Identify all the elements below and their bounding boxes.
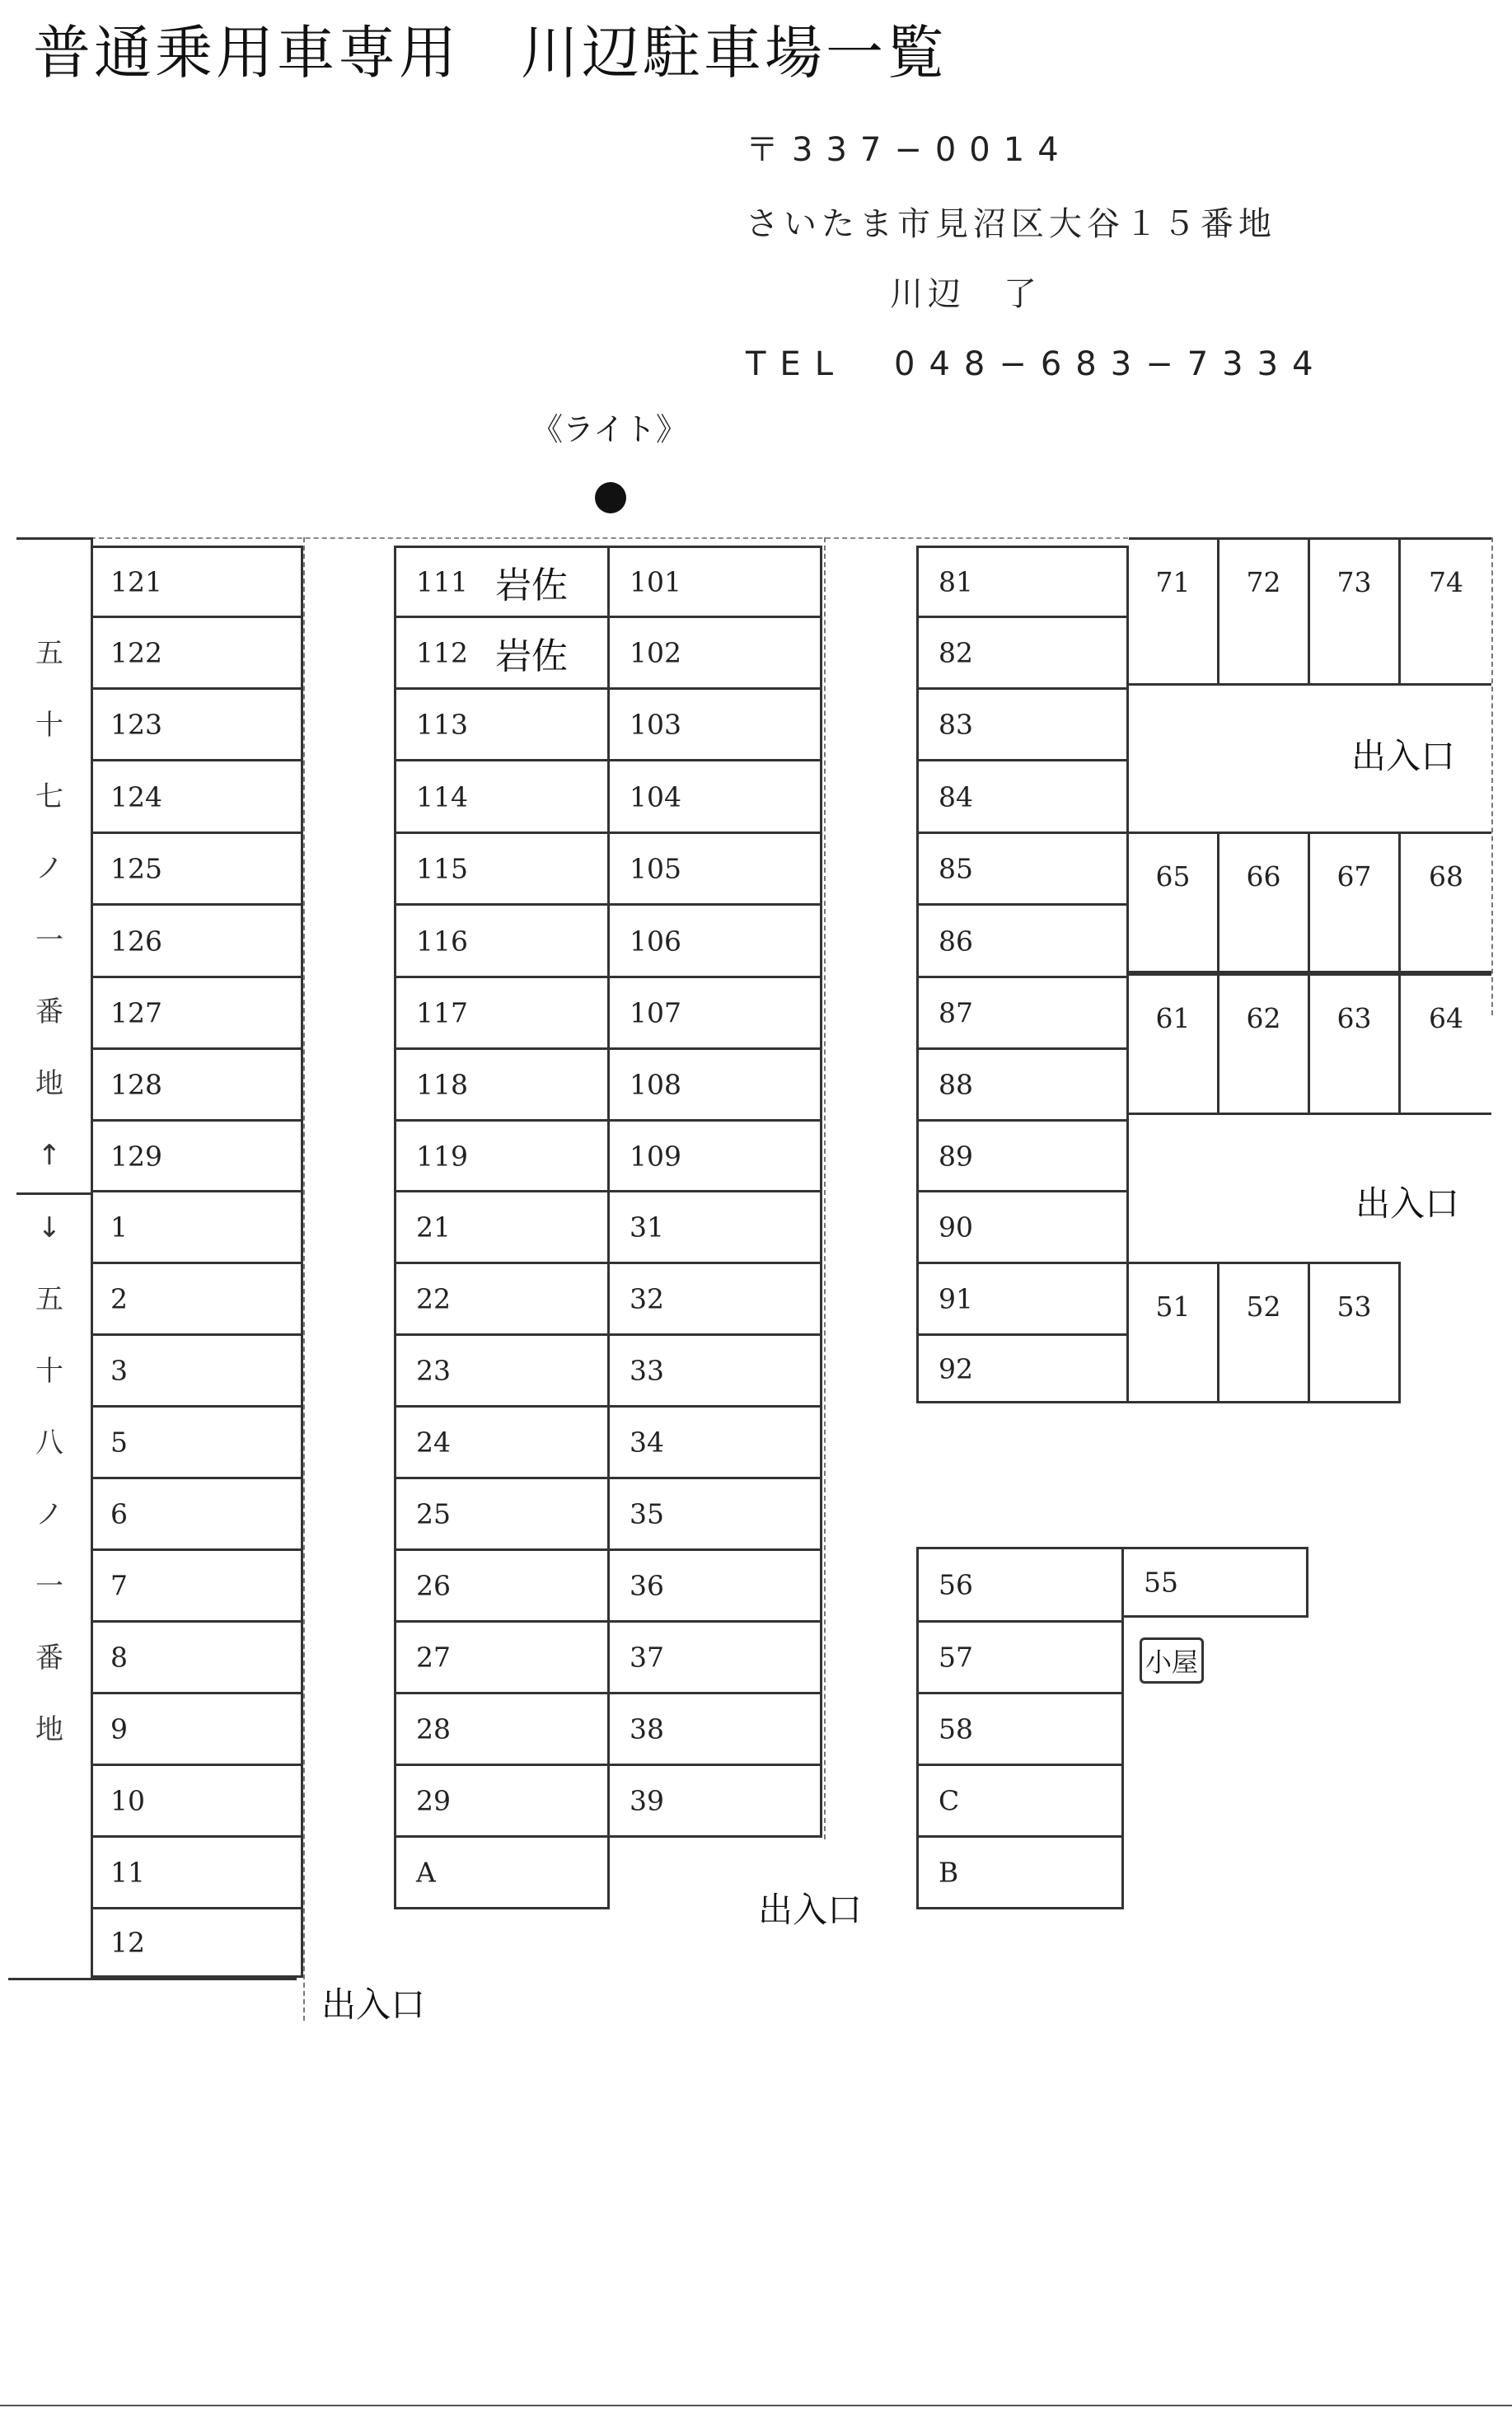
parking-space	[916, 1122, 1129, 1192]
space-number: 86	[939, 925, 973, 957]
space-number: 122	[110, 636, 162, 669]
space-number: 114	[416, 780, 468, 813]
space-number: 36	[630, 1569, 664, 1602]
parking-space	[916, 978, 1129, 1050]
space-number: 84	[939, 780, 973, 813]
space-number: 101	[630, 565, 681, 598]
parking-space	[394, 906, 610, 978]
space-number: 39	[630, 1784, 664, 1817]
space-number: 123	[110, 708, 162, 741]
parking-space	[394, 761, 610, 834]
parking-space	[394, 1551, 610, 1623]
hut-label: 小屋	[1140, 1637, 1204, 1684]
parking-space	[610, 1336, 822, 1408]
space-number: 117	[416, 996, 468, 1029]
space-number: 38	[630, 1712, 664, 1745]
parking-space	[916, 546, 1129, 618]
space-number: 90	[939, 1211, 973, 1244]
reserved-name: 岩佐	[495, 635, 568, 677]
parking-space	[91, 1838, 303, 1909]
space-number: 27	[416, 1641, 451, 1674]
space-number: 3	[110, 1354, 128, 1387]
parking-space	[1124, 1547, 1308, 1618]
space-number: 112	[416, 636, 468, 669]
parking-space	[394, 978, 610, 1050]
entrance-label: 出入口	[758, 1890, 863, 1930]
space-number: 111	[416, 565, 468, 598]
space-number: 33	[630, 1354, 664, 1387]
parking-space	[610, 1479, 822, 1551]
phone-number: TEL 048−683−7334	[746, 345, 1327, 383]
space-number: B	[939, 1856, 959, 1889]
parking-space	[610, 906, 822, 978]
parking-space	[916, 1623, 1124, 1694]
parking-space	[916, 1336, 1129, 1403]
light-marker-icon	[595, 482, 626, 513]
space-number: 11	[110, 1856, 145, 1889]
space-number: 23	[416, 1354, 451, 1387]
parking-space	[91, 1479, 303, 1551]
parking-space	[91, 906, 303, 978]
space-number: 29	[416, 1784, 451, 1817]
entrance-label: 出入口	[1351, 736, 1456, 776]
space-number: 129	[110, 1140, 162, 1172]
parking-space	[91, 1551, 303, 1623]
parking-space	[610, 761, 822, 834]
space-number: 9	[110, 1712, 128, 1745]
parking-space	[394, 546, 610, 618]
space-number: 128	[110, 1068, 162, 1101]
space-number: 82	[939, 636, 973, 669]
parking-space	[610, 978, 822, 1050]
entrance-label: 出入口	[1355, 1183, 1460, 1224]
space-number: 88	[939, 1068, 973, 1101]
parking-space	[91, 1192, 303, 1264]
space-number: 89	[939, 1140, 973, 1172]
parking-space: 66	[1219, 832, 1310, 973]
space-number: 102	[630, 636, 681, 669]
side-label-upper: 五 十 七 ノ 一 番 地 ↑	[35, 637, 63, 1172]
space-number: 1	[110, 1211, 128, 1244]
space-number: 113	[416, 708, 468, 741]
space-number: 6	[110, 1497, 128, 1530]
right-boundary	[1491, 537, 1493, 1015]
space-number: 58	[939, 1712, 973, 1745]
aisle-line-1	[303, 537, 305, 2021]
space-number: 85	[939, 852, 973, 885]
parking-space	[916, 1838, 1124, 1909]
parking-space	[916, 1694, 1124, 1766]
parking-space	[91, 1050, 303, 1122]
parking-space	[91, 978, 303, 1050]
parking-space	[91, 1264, 303, 1336]
parking-space	[91, 618, 303, 690]
space-number: 26	[416, 1569, 451, 1602]
postal-code: 〒337−0014	[746, 131, 1072, 169]
parking-space	[91, 1623, 303, 1694]
space-number: 22	[416, 1282, 451, 1315]
space-number: 24	[416, 1426, 451, 1459]
space-number: 103	[630, 708, 681, 741]
parking-space	[91, 834, 303, 906]
space-number: 56	[939, 1568, 973, 1601]
space-number: 105	[630, 852, 681, 885]
space-number: 92	[939, 1352, 973, 1384]
space-number: 83	[939, 708, 973, 741]
space-number: 119	[416, 1140, 468, 1172]
space-number: 108	[630, 1068, 681, 1101]
entrance-label: 出入口	[321, 1984, 426, 2025]
space-number: 107	[630, 996, 681, 1029]
parking-space: 52	[1219, 1262, 1310, 1403]
parking-space: 63	[1310, 973, 1401, 1115]
parking-space	[610, 1264, 822, 1336]
parking-space: 64	[1401, 973, 1491, 1115]
parking-space: 72	[1219, 537, 1310, 686]
space-number: 126	[110, 925, 162, 957]
aisle-line-2	[824, 537, 826, 1839]
parking-space	[916, 690, 1129, 761]
light-label: 《ライト》	[531, 411, 687, 447]
space-number: 121	[110, 565, 162, 598]
parking-space	[394, 1838, 610, 1909]
parking-space: 73	[1310, 537, 1401, 686]
parking-space	[394, 834, 610, 906]
parking-space	[610, 546, 822, 618]
parking-space	[91, 546, 303, 618]
parking-space	[394, 1192, 610, 1264]
parking-space	[91, 761, 303, 834]
parking-space	[610, 1192, 822, 1264]
parking-space	[610, 834, 822, 906]
space-number: 91	[939, 1282, 973, 1315]
reserved-name: 岩佐	[495, 565, 568, 607]
space-number: 87	[939, 996, 973, 1029]
address: さいたま市見沼区大谷１５番地	[746, 205, 1276, 243]
parking-space	[394, 1694, 610, 1766]
space-number: 21	[416, 1211, 451, 1244]
parking-space	[916, 906, 1129, 978]
space-number: 81	[939, 565, 973, 598]
space-number: 5	[110, 1426, 128, 1459]
parking-space	[610, 1122, 822, 1192]
space-number: 7	[110, 1569, 128, 1602]
parking-space	[610, 1050, 822, 1122]
space-number: 109	[630, 1140, 681, 1172]
parking-space	[394, 618, 610, 690]
parking-space	[394, 1050, 610, 1122]
parking-space	[610, 1551, 822, 1623]
page-bottom-edge	[0, 2405, 1512, 2406]
left-top-line	[16, 537, 91, 540]
space-number: 2	[110, 1282, 128, 1315]
page-title: 普通乗用車専用 川辺駐車場一覧	[33, 19, 948, 87]
parking-space: 62	[1219, 973, 1310, 1115]
parking-space	[916, 761, 1129, 834]
parking-space: 65	[1129, 832, 1219, 973]
parking-space	[394, 1623, 610, 1694]
parking-space	[610, 1694, 822, 1766]
parking-space: 53	[1310, 1262, 1401, 1403]
parking-space	[394, 1479, 610, 1551]
parking-space: 61	[1129, 973, 1219, 1115]
space-number: 35	[630, 1497, 664, 1530]
parking-space	[91, 1909, 303, 1978]
parking-space	[610, 1408, 822, 1479]
parking-space	[394, 1766, 610, 1838]
parking-space	[91, 1336, 303, 1408]
space-number: 124	[110, 780, 162, 813]
side-label-lower: ↓ 五 十 八 ノ 一 番 地	[35, 1211, 63, 1746]
parking-space	[916, 1192, 1129, 1264]
owner-name: 川辺 了	[890, 275, 1042, 313]
parking-space: 51	[1129, 1262, 1219, 1403]
parking-space	[91, 1122, 303, 1192]
parking-space	[91, 690, 303, 761]
parking-space	[394, 1336, 610, 1408]
parking-space	[916, 1766, 1124, 1838]
space-number: 57	[939, 1641, 973, 1674]
parking-space	[394, 1264, 610, 1336]
parking-space	[610, 690, 822, 761]
parking-space: 71	[1129, 537, 1219, 686]
parking-space	[916, 1050, 1129, 1122]
space-number: 125	[110, 852, 162, 885]
space-number: 32	[630, 1282, 664, 1315]
space-number: 34	[630, 1426, 664, 1459]
parking-space: 74	[1401, 537, 1491, 686]
parking-space	[91, 1694, 303, 1766]
space-number: C	[939, 1784, 960, 1817]
space-number: 104	[630, 780, 681, 813]
space-number: 127	[110, 996, 162, 1029]
parking-space: 67	[1310, 832, 1401, 973]
space-number: 12	[110, 1926, 145, 1959]
space-number: 37	[630, 1641, 664, 1674]
space-number: 115	[416, 852, 468, 885]
parking-space	[394, 1122, 610, 1192]
parking-space	[394, 690, 610, 761]
parking-space	[916, 1262, 1129, 1336]
parking-space	[610, 1623, 822, 1694]
space-number: 8	[110, 1641, 128, 1674]
parking-space	[91, 1408, 303, 1479]
space-number: 55	[1144, 1566, 1178, 1599]
parking-space	[610, 1766, 822, 1838]
parking-space	[916, 1547, 1124, 1623]
parking-space	[916, 832, 1129, 906]
parking-space	[394, 1408, 610, 1479]
parking-space	[91, 1766, 303, 1838]
space-number: 10	[110, 1784, 145, 1817]
space-number: 116	[416, 925, 468, 957]
parking-space: 68	[1401, 832, 1491, 973]
space-number: 25	[416, 1497, 451, 1530]
bottom-boundary	[8, 1978, 297, 1980]
space-number: 118	[416, 1068, 468, 1101]
space-number: 28	[416, 1712, 451, 1745]
space-number: 106	[630, 925, 681, 957]
parking-space	[610, 618, 822, 690]
parking-space	[916, 618, 1129, 690]
space-number: 31	[630, 1211, 664, 1244]
space-number: A	[416, 1856, 436, 1889]
